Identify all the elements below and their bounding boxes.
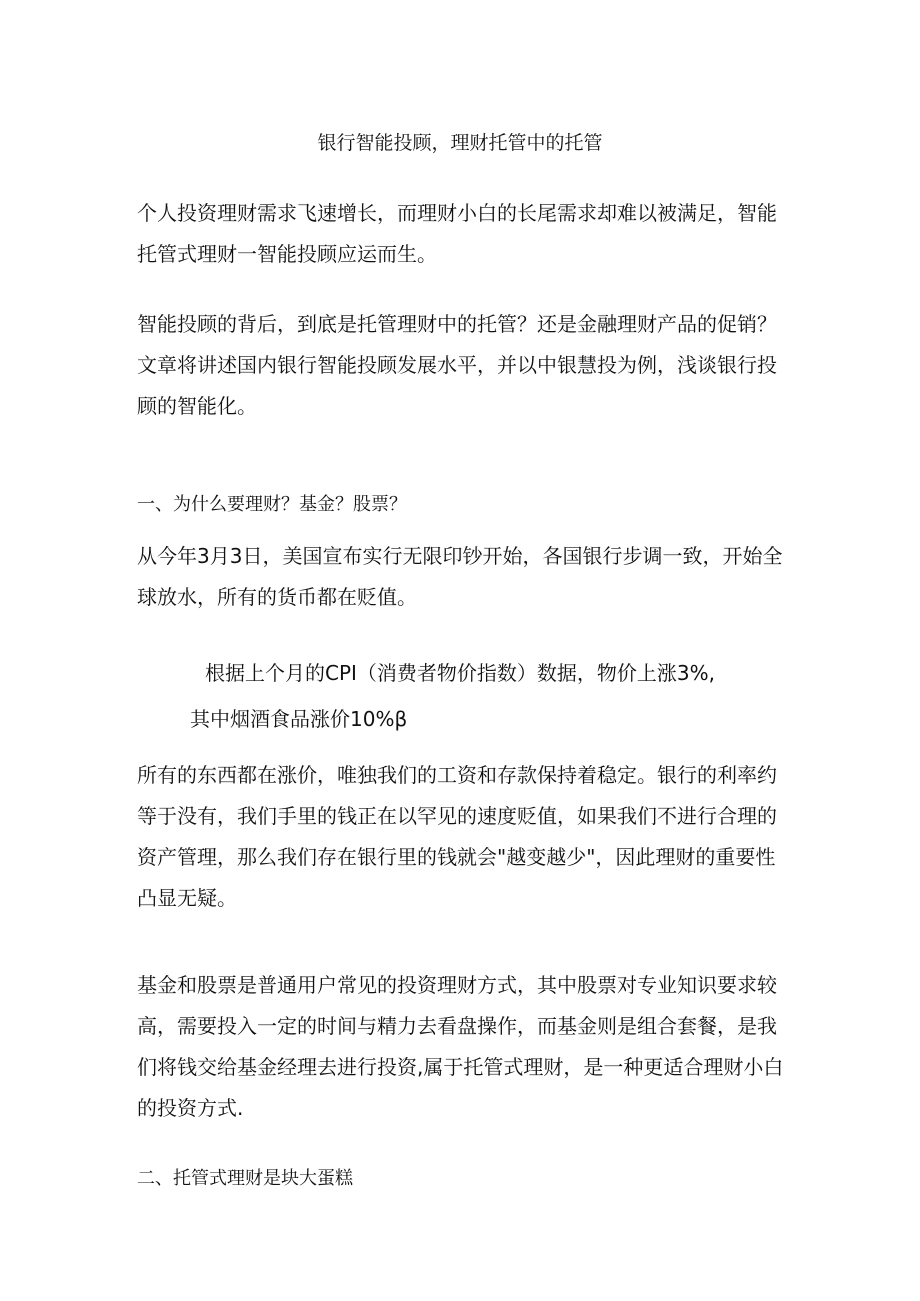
section1-paragraph-2: 所有的东西都在涨价，唯独我们的工资和存款保持着稳定。银行的利率约等于没有，我们手里的钱正在以罕见的速度贬值，如果我们不进行合理的资产管理，那么我们存在银行里的钱就会"越变越少"，因此理财的重要性凸显无疑。 [137, 763, 777, 910]
document-title: 银行智能投顾，理财托管中的托管 [317, 132, 603, 154]
intro-paragraph-1: 个人投资理财需求飞速增长，而理财小白的长尾需求却难以被满足，智能托管式理财一智能投顾应运而生。 [137, 201, 777, 266]
intro-paragraph-2: 智能投顾的背后，到底是托管理财中的托管？还是金融理财产品的促销？文章将讲述国内银行智能投顾发展水平，并以中银慧投为例，浅谈银行投顾的智能化。 [137, 312, 777, 418]
section-heading-1: 一、为什么要理财？基金？股票？ [137, 494, 407, 515]
section-heading-2: 二、托管式理财是块大蛋糕 [137, 1168, 353, 1189]
quote-line-1: 根据上个月的CPI（消费者物价指数）数据，物价上涨3%, [205, 661, 716, 685]
section1-paragraph-3: 基金和股票是普通用户常见的投资理财方式，其中股票对专业知识要求较高，需要投入一定的时间与精力去看盘操作，而基金则是组合套餐，是我们将钱交给基金经理去进行投资,属于托管式理财，是一种更适合理财小白的投资方式. [137, 973, 784, 1120]
section1-paragraph-1: 从今年3月3日，美国宣布实行无限印钞开始，各国银行步调一致，开始全球放水，所有的货币都在贬值。 [137, 544, 783, 609]
quote-line-2: 其中烟酒食品涨价10%β [190, 707, 408, 731]
